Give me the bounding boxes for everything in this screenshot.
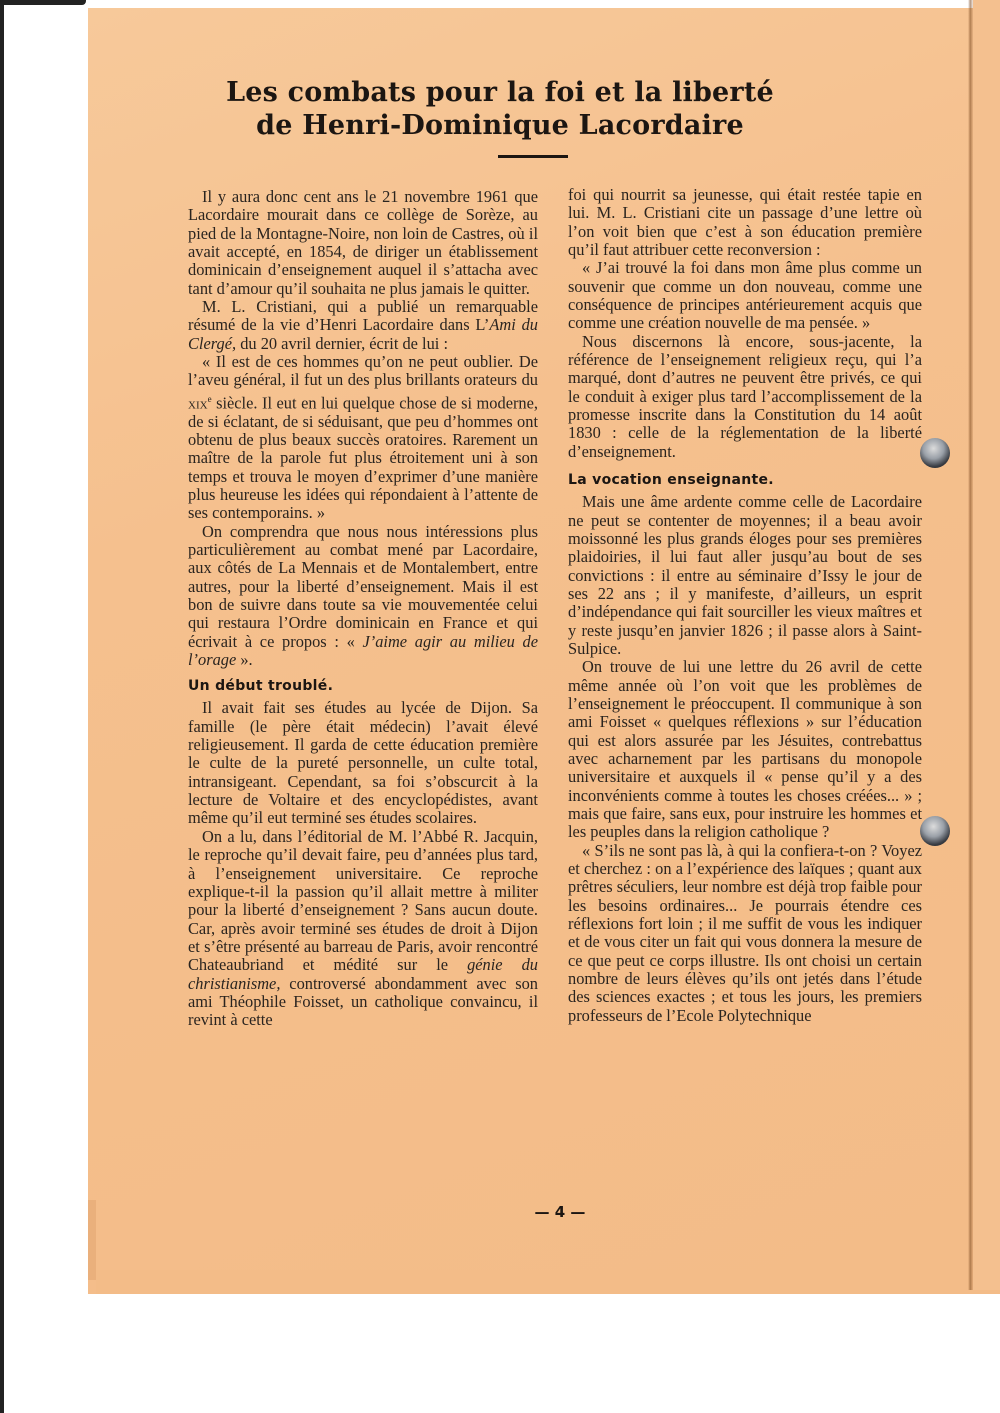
quote-paragraph: « S’ils ne sont pas là, à qui la confiera-t-on ? Voyez et cherchez : on a l’expérience des laïques ; quant aux prêtres séculiers, leur nombre est déjà trop faible pour les besoins ordinaires... Je pourrais étendre ces réflexions fort loin ; il me suffit de vous les indiquer et de vous citer un fait qui vous donnera la mesure de ce que peut ce corps illustre. Ils ont choisi un certain nombre de leurs élèves qu’ils ont jetés dans l’étude des sciences exactes ; et tous les jours, les premiers professeurs de l’Ecole Polytechnique — [568, 840, 922, 1025]
title-line-1: Les combats pour la foi et la liberté — [226, 77, 774, 108]
paragraph-text: On a lu, dans l’éditorial de M. l’Abbé R. Jacquin, le reproche qu’il devait faire, peu d’années plus tard, à l’enseignement universitaire. Ce reproche explique-t-il la passion qu’il allait mettre à militer pour la liberté d’enseignement ? Sans aucun doute. Car, après avoir terminé ses études de droit à Dijon et s’être présenté au barreau de Paris, avoir rencontré Chateaubriand et médité sur le — [188, 826, 538, 975]
paper-underlying-sheet — [96, 1270, 1000, 1294]
paragraph: foi qui nourrit sa jeunesse, qui était restée tapie en lui. M. L. Cristiani cite un passage d’une lettre où l’on voit bien que c’est à son éducation première qu’il faut attribuer cette reconversion : — [568, 185, 922, 260]
paragraph-text: On comprendra que nous nous intéressions plus particulièrement au combat mené par Lacordaire, aux côtés de La Mennais et de Montalembert, entre autres, pour la liberté d’enseignement. Mais il est bon de suivre dans toute sa vie mouvementée celui qui restaura l’Ordre dominicain en France et qui écrivait à ce propos : « — [188, 521, 538, 651]
paragraph-text: siècle. Il eut en lui quelque chose de si moderne, de si éclatant, de si séduisant, que peu d’hommes ont obtenu de plus beaux succès oratoires. Rarement un maître de la parole fut plus étroitement uni à son temps et trouva le moyen d’exprimer d’une manière plus heureuse les idées qui répondaient à l’attente de ses contemporains. » — [188, 393, 538, 523]
quote-italic: J’aime agir au milieu de l’orage — [188, 631, 538, 670]
page-number: — 4 — — [534, 1203, 586, 1221]
next-page-edge — [973, 0, 1000, 1290]
publication-title: Ami du Clergé, — [188, 315, 538, 353]
paragraph: Il avait fait ses études au lycée de Dijon. Sa famille (le père était médecin) l’avait élevé religieusement. Il garda de cette éducation première le culte de la pureté personnelle, un culte total, intransigeant. Cependant, sa foi s’obscurcit à la lecture de Voltaire et des encyclopédistes, avant même qu’il eut terminé ses études scolaires. — [188, 698, 538, 828]
article-title — [180, 76, 820, 142]
book-title: génie du christianisme, — [188, 955, 539, 993]
section-heading: La vocation enseignante. — [568, 472, 774, 489]
paragraph: Nous discernons là encore, sous-jacente, la référence de l’enseignement religieux reçu, qui l’a marqué, dont d’autres ne peuvent être privés, ce qui le conduit à exiger plus tard l’accomplissement de la promesse inscrite dans la Constitution du 14 août 1830 : celle de la réglementation de la liberté d’enseignement. — [568, 331, 922, 461]
paragraph — [188, 523, 538, 670]
paper-edge-shadow — [88, 1200, 96, 1280]
scan-frame-edge — [0, 0, 4, 1413]
title-line-2: de Henri-Dominique Lacordaire — [256, 110, 744, 141]
right-column — [568, 186, 922, 1025]
quote-paragraph: « J’ai trouvé la foi dans mon âme plus comme un souvenir que comme un don nouveau, comme une conséquence de principes antérieurement acquis que comme une création nouvelle de ma pensée. » — [568, 258, 922, 333]
paragraph-text: ». — [236, 650, 253, 670]
left-column — [188, 188, 538, 1030]
paragraph-text: du 20 avril dernier, écrit de lui : — [236, 333, 449, 353]
paragraph: On trouve de lui une lettre du 26 avril de cette même année où l’on voit que les problèmes de l’enseignement le préoccupent. Il communique à son ami Foisset « quelques réflexions » sur l’éducation qui est alors assurée par les Jésuites, contrebattus avec acharnement par les partisans du monopole universitaire et auxquels il « pense qu’il y a des inconvénients comme à toutes les choses créées... » ; mais que faire, sans eux, pour instruire les hommes et les peuples dans la religion catholique ? — [568, 657, 922, 842]
paragraph — [188, 298, 538, 353]
century-numeral: xix — [188, 393, 208, 413]
paragraph: Mais une âme ardente comme celle de Lacordaire ne peut se contenter de moyennes; il a beau avoir moissonné les plus grands éloges pour ses premières plaidoiries, il lui faut aller jusqu’au bout de ses convictions : il entre au séminaire d’Issy le jour de ses 22 ans ; il y manifeste, d’ailleurs, un esprit d’indépendance qui fait sourciller les vieux maîtres et y reste jusqu’en janvier 1826 ; il passe alors à Saint-Sulpice. — [568, 492, 922, 658]
paragraph — [188, 828, 538, 1030]
title-rule — [498, 155, 568, 158]
century-suffix: e — [207, 393, 212, 404]
paragraph-text: M. L. Cristiani, qui a publié un remarquable résumé de la vie d’Henri Lacordaire dans L’ — [188, 297, 538, 335]
scan-frame-top — [0, 0, 86, 5]
paragraph-text: controversé abondamment avec son ami Théophile Foisset, un catholique convaincu, il revint à cette — [188, 973, 538, 1030]
paragraph-text: « Il est de ces hommes qu’on ne peut oublier. De l’aveu général, il fut un des plus brillants orateurs du — [188, 352, 538, 390]
punch-hole — [920, 438, 950, 468]
section-heading: Un début troublé. — [188, 678, 334, 695]
paragraph: Il y aura donc cent ans le 21 novembre 1961 que Lacordaire mourait dans ce collège de Sorèze, au pied de la Montagne-Noire, non loin de Castres, où il avait accepté, en 1854, de diriger un établissement dominicain d’enseignement auquel il s’attacha avec tant d’amour qu’il souhaita ne plus jamais le quitter. — [188, 187, 538, 298]
punch-hole — [920, 816, 950, 846]
quote-paragraph — [188, 353, 538, 523]
